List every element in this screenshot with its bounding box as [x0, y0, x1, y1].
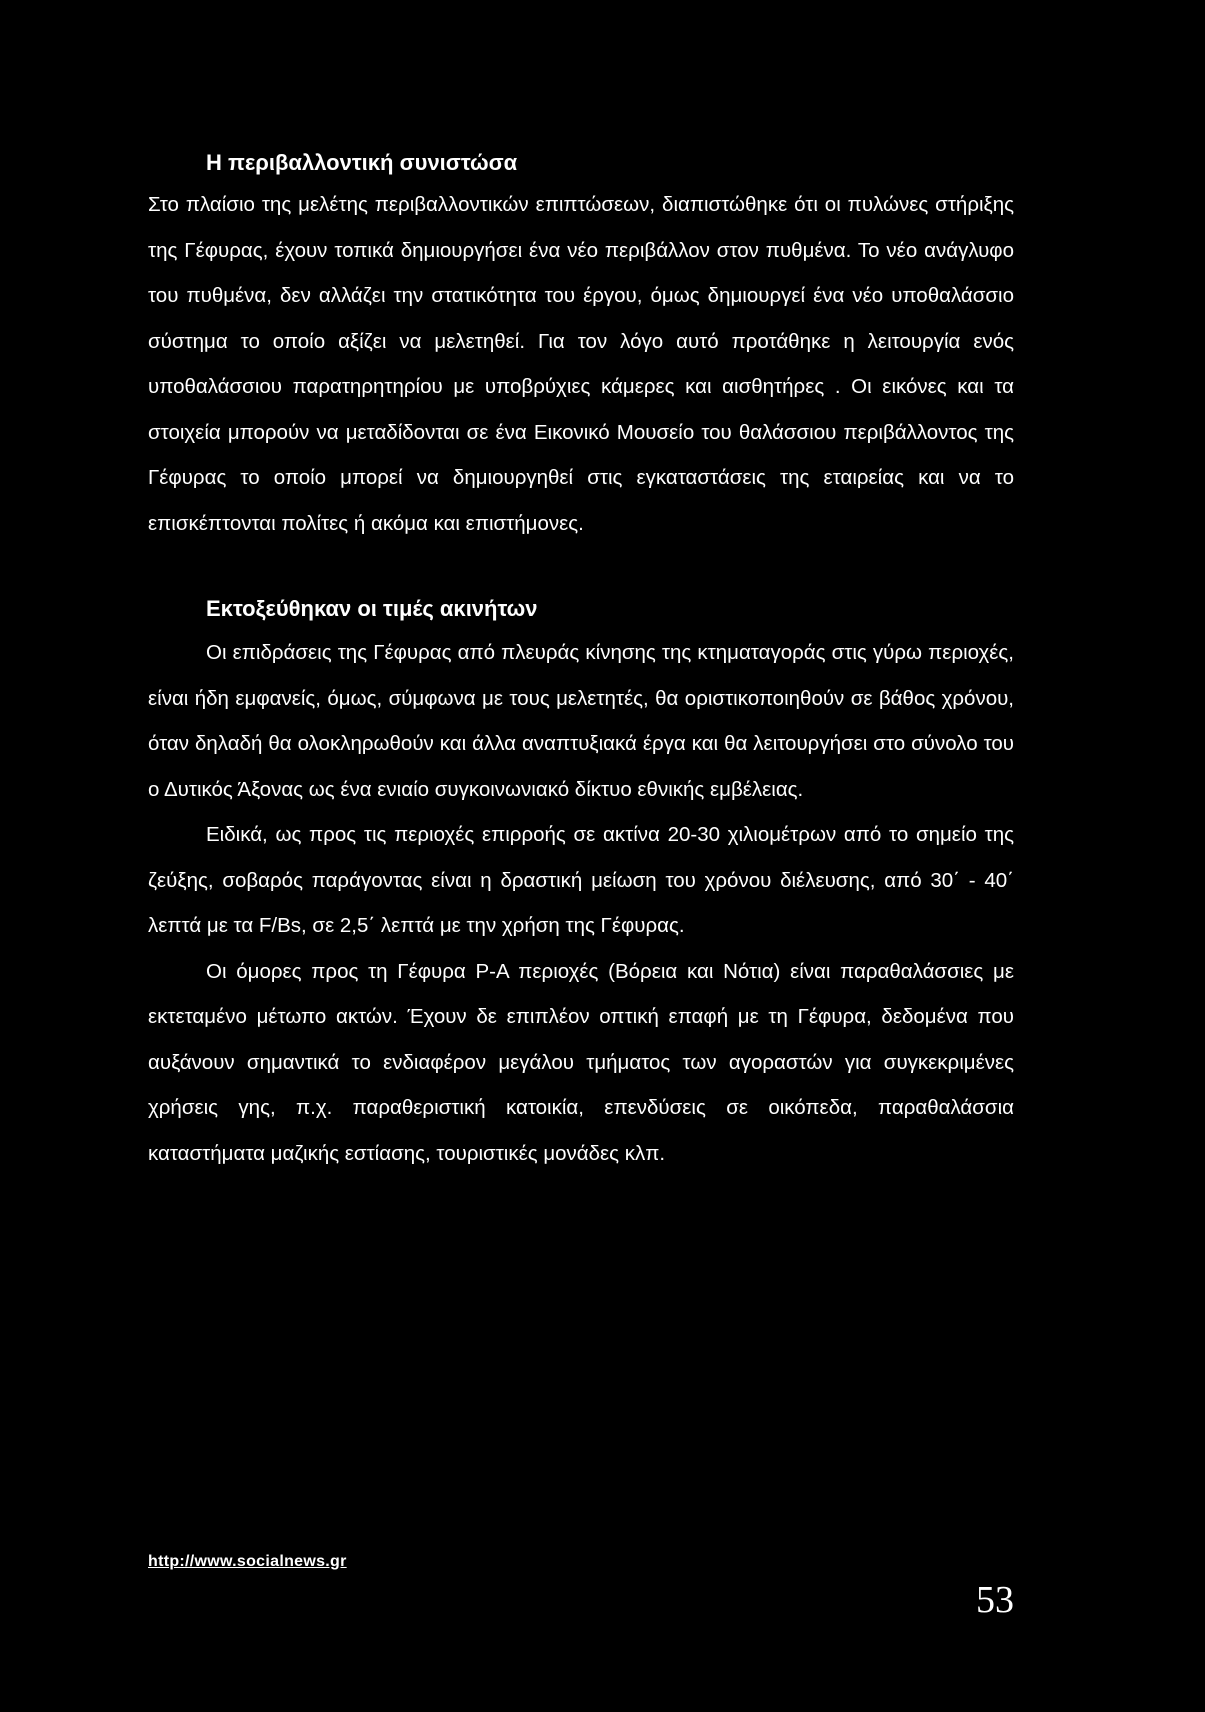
section-heading-real-estate: Εκτοξεύθηκαν οι τιμές ακινήτων: [206, 596, 538, 621]
section-real-estate: [148, 594, 1014, 1176]
footer-website-link[interactable]: http://www.socialnews.gr: [148, 1553, 347, 1570]
paragraph-real-estate-2: Ειδικά, ως προς τις περιοχές επιρροής σε ακτίνα 20-30 χιλιομέτρων από το σημείο της ζεύξης, σοβαρός παράγοντας είναι η δραστική μείωση του χρόνου διέλευσης, από 30΄ - 40΄ λεπτά με τα F/Bs, σε 2,5΄ λεπτά με την χρήση της Γέφυρας.: [148, 823, 1014, 937]
paragraph-environment-1: Στο πλαίσιο της μελέτης περιβαλλοντικών επιπτώσεων, διαπιστώθηκε ότι οι πυλώνες στήριξης της Γέφυρας, έχουν τοπικά δημιουργήσει ένα νέο περιβάλλον στον πυθμένα. Το νέο ανάγλυφο του πυθμένα, δεν αλλάζει την στατικότητα του έργου, όμως δημιουργεί ένα νέο υποθαλάσσιο σύστημα το οποίο αξίζει να μελετηθεί. Για τον λόγο αυτό προτάθηκε η λειτουργία ενός υποθαλάσσιου παρατηρητηρίου με υποβρύχιες κάμερες και αισθητήρες . Οι εικόνες και τα στοιχεία μπορούν να μεταδίδονται σε ένα Εικονικό Μουσείο του θαλάσσιου περιβάλλοντος της Γέφυρας το οποίο μπορεί να δημιουργηθεί στις εγκαταστάσεις της εταιρείας και να το επισκέπτονται πολίτες ή ακόμα και επιστήμονες.: [148, 193, 1014, 535]
paragraph-real-estate-3: Οι όμορες προς τη Γέφυρα Ρ-Α περιοχές (Βόρεια και Νότια) είναι παραθαλάσσιες με εκτεταμένο μέτωπο ακτών. Έχουν δε επιπλέον οπτική επαφή με τη Γέφυρα, δεδομένα που αυξάνουν σημαντικά το ενδιαφέρον μεγάλου τμήματος των αγοραστών για συγκεκριμένες χρήσεις γης, π.χ. παραθεριστική κατοικία, επενδύσεις σε οικόπεδα, παραθαλάσσια καταστήματα μαζικής εστίασης, τουριστικές μονάδες κλπ.: [148, 959, 1014, 1165]
section-heading-environment: Η περιβαλλοντική συνιστώσα: [206, 150, 518, 175]
article-body: [148, 148, 1014, 1176]
paragraph-real-estate-1: Οι επιδράσεις της Γέφυρας από πλευράς κίνησης της κτηματαγοράς στις γύρω περιοχές, είναι ήδη εμφανείς, όμως, σύμφωνα με τους μελετητές, θα οριστικοποιηθούν σε βάθος χρόνου, όταν δηλαδή θα ολοκληρωθούν και άλλα αναπτυξιακά έργα και θα λειτουργήσει στο σύνολο του ο Δυτικός Άξονας ως ένα ενιαίο συγκοινωνιακό δίκτυο εθνικής εμβέλειας.: [148, 641, 1014, 801]
section-environment: [148, 148, 1014, 546]
page-number: 53: [976, 1579, 1014, 1621]
section-spacer: [148, 546, 1014, 594]
